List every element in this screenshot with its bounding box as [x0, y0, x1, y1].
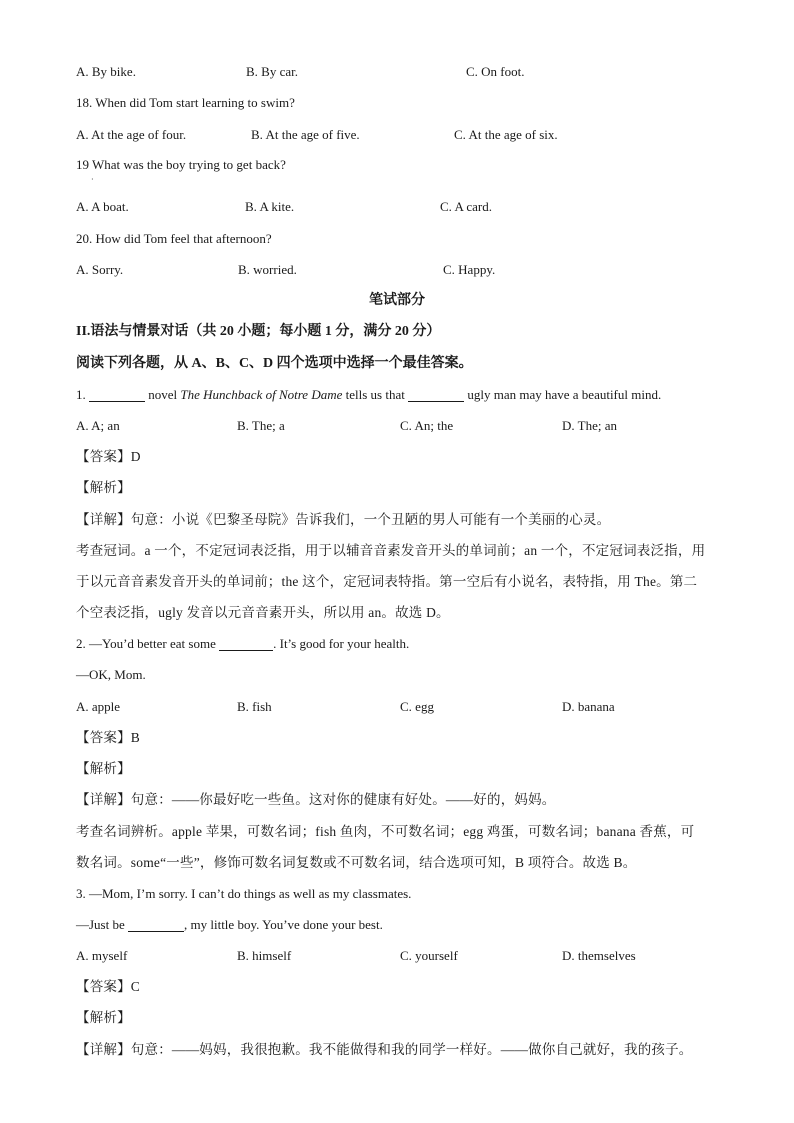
q20-option-c: C. Happy.	[443, 262, 496, 277]
q3-reply-prefix: —Just be	[76, 917, 128, 932]
q3-reply-suffix: , my little boy. You’ve done your best.	[184, 917, 383, 932]
q2-reply: —OK, Mom.	[76, 667, 146, 682]
q2-option-d: D. banana	[562, 699, 615, 714]
q1-option-a: A. A; an	[76, 418, 120, 433]
q2-prefix: 2. —You’d better eat some	[76, 636, 220, 651]
q3-blank	[128, 917, 184, 932]
q3-option-d: D. themselves	[562, 948, 636, 963]
question-3-stem: 3. —Mom, I’m sorry. I can’t do things as well as my classmates.	[76, 886, 412, 901]
q1-option-c: C. An; the	[400, 418, 454, 433]
q2-blank	[219, 636, 273, 651]
q2-explain-line-2: 数名词。some“一些”，修饰可数名词复数或不可数名词，结合选项可知，B 项符合。故选 B。	[76, 855, 637, 870]
q2-option-a: A. apple	[76, 699, 121, 714]
q1-option-d: D. The; an	[562, 418, 617, 433]
q19-option-a: A. A boat.	[76, 199, 129, 214]
q1-explain-line-1: 考查冠词。a 一个，不定冠词表泛指，用于以辅音音素发音开头的单词前；an 一个，不定冠词表泛指，用	[76, 543, 706, 558]
q1-answer: 【答案】D	[76, 449, 141, 464]
q1-detail: 【详解】句意：小说《巴黎圣母院》告诉我们，一个丑陋的男人可能有一个美丽的心灵。	[76, 512, 611, 527]
question-2-stem	[76, 632, 409, 656]
q3-answer: 【答案】C	[76, 979, 141, 994]
q1-explain-line-2: 于以元音音素发音开头的单词前；the 这个，定冠词表特指。第一空后有小说名，表特指，用 The。第二	[76, 574, 698, 589]
q3-detail: 【详解】句意：——妈妈，我很抱歉。我不能做得和我的同学一样好。——做你自己就好，我的孩子。	[76, 1042, 693, 1057]
q17-option-a: A. By bike.	[76, 64, 136, 79]
part-title: II.语法与情景对话（共 20 小题；每小题 1 分，满分 20 分）	[76, 324, 441, 339]
q20-option-b: B. worried.	[238, 262, 297, 277]
q3-option-a: A. myself	[76, 948, 128, 963]
q1-explain-line-3: 个空表泛指，ugly 发音以元音音素开头，所以用 an。故选 D。	[76, 605, 450, 620]
q1-suffix: ugly man may have a beautiful mind.	[464, 387, 662, 402]
q2-option-c: C. egg	[400, 699, 434, 714]
stray-dot: ·	[91, 175, 94, 184]
q1-mid1: novel	[145, 387, 181, 402]
q1-blank-2	[408, 387, 464, 402]
q18-option-a: A. At the age of four.	[76, 127, 187, 142]
q1-analysis: 【解析】	[76, 480, 131, 495]
q19-option-b: B. A kite.	[245, 199, 295, 214]
question-1-stem	[76, 383, 661, 407]
q17-option-b: B. By car.	[246, 64, 298, 79]
q20-option-a: A. Sorry.	[76, 262, 124, 277]
q1-book-title: The Hunchback of Notre Dame	[180, 387, 343, 402]
instructions: 阅读下列各题，从 A、B、C、D 四个选项中选择一个最佳答案。	[76, 356, 473, 371]
q18-option-b: B. At the age of five.	[251, 127, 360, 142]
q18-option-c: C. At the age of six.	[454, 127, 558, 142]
q19-stem: 19 What was the boy trying to get back?	[76, 157, 286, 172]
q3-analysis: 【解析】	[76, 1010, 131, 1025]
q2-analysis: 【解析】	[76, 761, 131, 776]
section-title: 笔试部分	[369, 293, 425, 308]
q1-mid2: tells us that	[342, 387, 409, 402]
q3-option-b: B. himself	[237, 948, 292, 963]
q18-stem: 18. When did Tom start learning to swim?	[76, 95, 295, 110]
q19-option-c: C. A card.	[440, 199, 492, 214]
q1-blank-1	[89, 387, 145, 402]
q3-reply	[76, 913, 383, 937]
q17-option-c: C. On foot.	[466, 64, 525, 79]
q2-answer: 【答案】B	[76, 730, 141, 745]
q1-prefix: 1.	[76, 387, 89, 402]
q2-explain-line-1: 考查名词辨析。apple 苹果，可数名词；fish 鱼肉，不可数名词；egg 鸡蛋，可数名词；banana 香蕉，可	[76, 824, 695, 839]
q2-option-b: B. fish	[237, 699, 272, 714]
q2-suffix: . It’s good for your health.	[273, 636, 410, 651]
q2-detail: 【详解】句意：——你最好吃一些鱼。这对你的健康有好处。——好的，妈妈。	[76, 792, 556, 807]
q3-option-c: C. yourself	[400, 948, 458, 963]
q20-stem: 20. How did Tom feel that afternoon?	[76, 231, 272, 246]
q1-option-b: B. The; a	[237, 418, 285, 433]
